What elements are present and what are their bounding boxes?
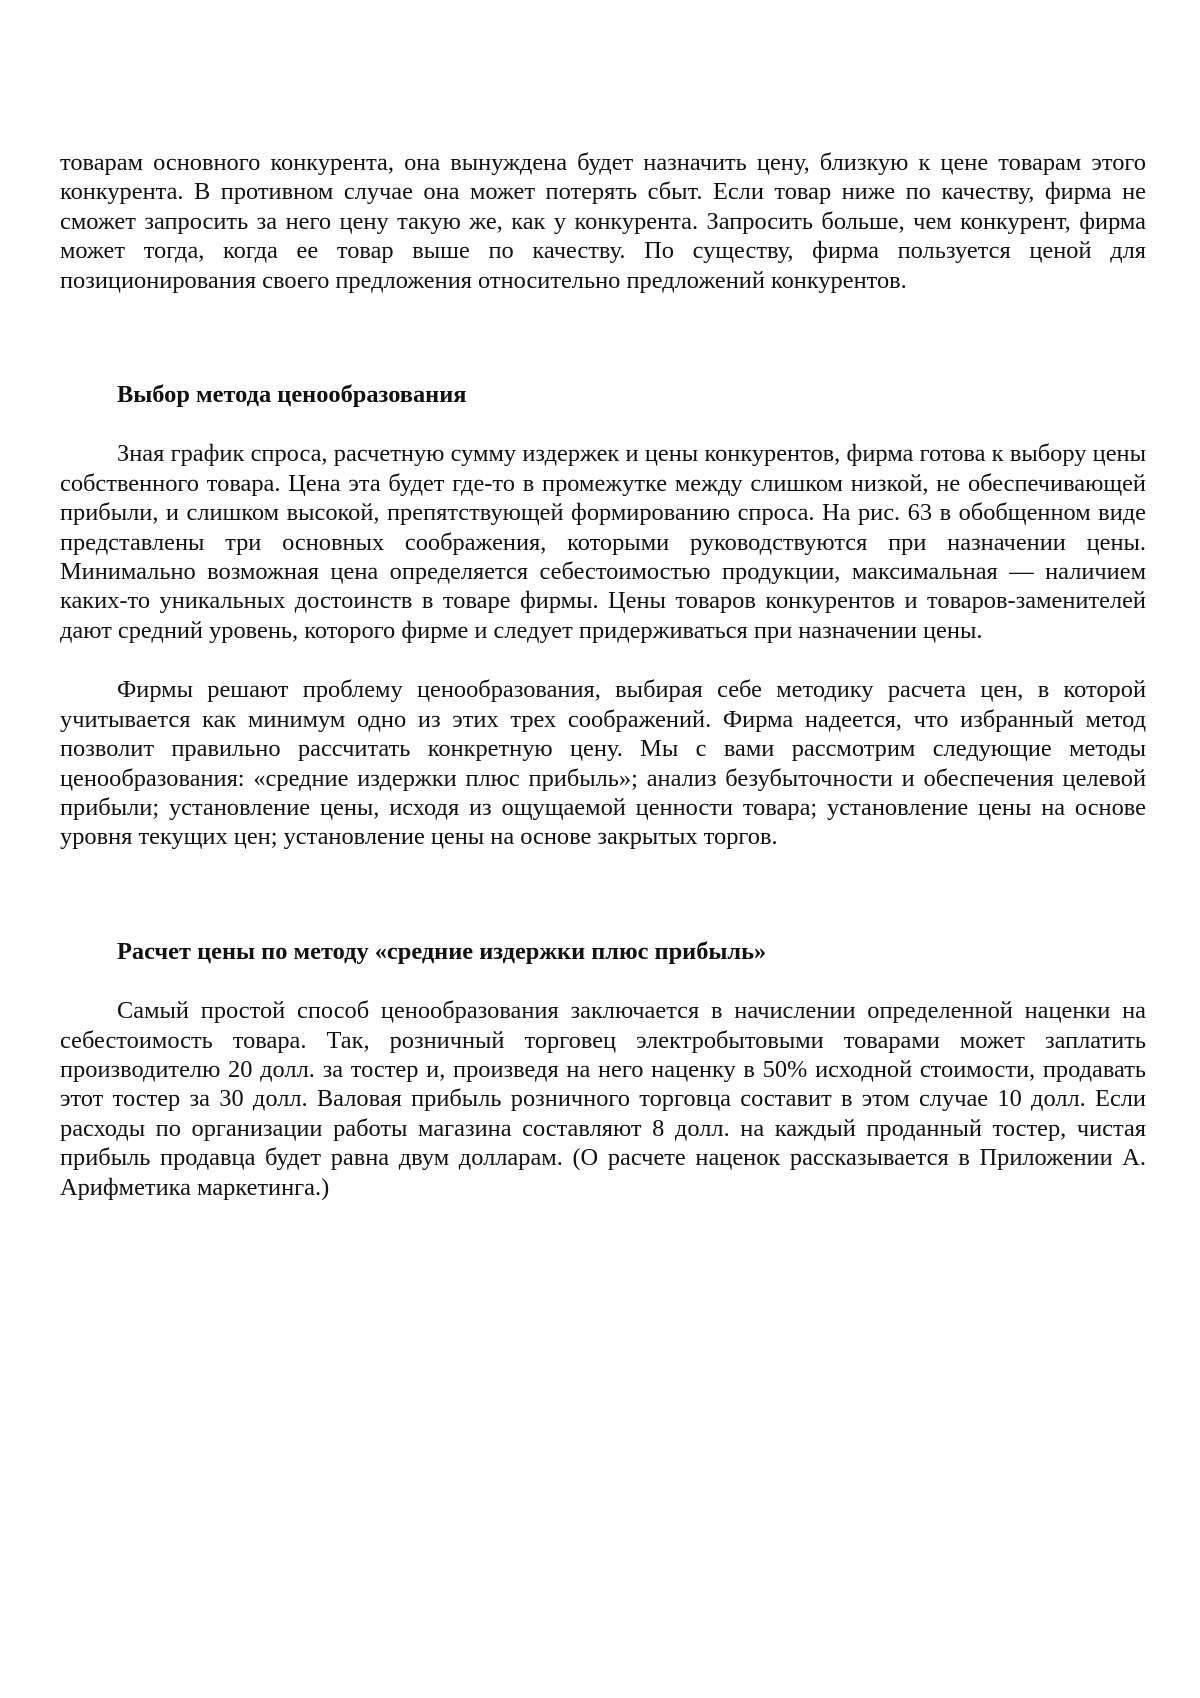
section-heading-pricing-method: Выбор метода ценообразования bbox=[117, 381, 467, 409]
section-paragraph: Самый простой способ ценообразования заключается в начислении определенной наценки на себестоимость товара. Так, розничный торговец электробытовыми товарами может заплатить производителю 20 долл. за тостер и, произведя на него наценку в 50% исходной стоимости, продавать этот тостер за 30 долл. Валовая прибыль розничного торговца составит в этом случае 10 долл. Если расходы по организации работы магазина составляют 8 долл. на каждый проданный тостер, чистая прибыль продавца будет равна двум долларам. (О расчете наценок рассказывается в Приложении А. Арифметика маркетинга.) bbox=[60, 997, 1146, 1201]
intro-paragraph: товарам основного конкурента, она вынуждена будет назначить цену, близкую к цене товарам этого конкурента. В противном случае она может потерять сбыт. Если товар ниже по качеству, фирма не сможет запросить за него цену такую же, как у конкурента. Запросить больше, чем конкурент, фирма может тогда, когда ее товар выше по качеству. По существу, фирма пользуется ценой для позиционирования своего предложения относительно предложений конкурентов. bbox=[60, 149, 1146, 294]
section-paragraph: Зная график спроса, расчетную сумму издержек и цены конкурентов, фирма готова к выбору цены собственного товара. Цена эта будет где-то в промежутке между слишком низкой, не обеспечивающей прибыли, и слишком высокой, препятствующей формированию спроса. На рис. 63 в обобщенном виде представлены три основных соображения, которыми руководствуются при назначении цены. Минимально возможная цена определяется себестоимостью продукции, максимальная — наличием каких-то уникальных достоинств в товаре фирмы. Цены товаров конкурентов и товаров-заменителей дают средний уровень, которого фирме и следует придерживаться при назначении цены. bbox=[60, 440, 1146, 644]
document-page bbox=[60, 148, 1146, 1202]
section-paragraph: Фирмы решают проблему ценообразования, выбирая себе методику расчета цен, в которой учитывается как минимум одно из этих трех соображений. Фирма надеется, что избранный метод позволит правильно рассчитать конкретную цену. Мы с вами рассмотрим следующие методы ценообразования: «средние издержки плюс прибыль»; анализ безубыточности и обеспечения целевой прибыли; установление цены, исходя из ощущаемой ценности товара; установление цены на основе уровня текущих цен; установление цены на основе закрытых торгов. bbox=[60, 676, 1146, 851]
section-heading-cost-plus: Расчет цены по методу «средние издержки плюс прибыль» bbox=[117, 937, 767, 965]
